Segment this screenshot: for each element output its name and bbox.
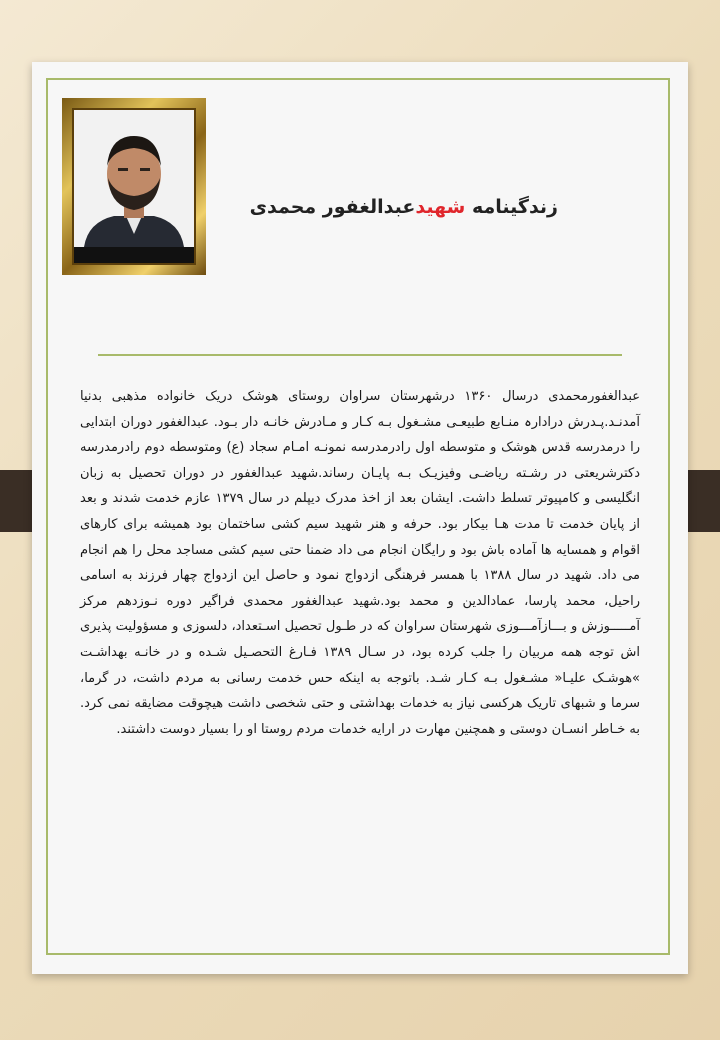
page-title	[228, 196, 558, 218]
biography-text: عبدالغفورمحمدی درسال ۱۳۶۰ درشهرستان سراوان روستای هوشک دریک خانواده مذهبی بدنیا آمدنـد.پـدرش درادارہ منـابع طبیعـی مشـغول بـه کـار و مـادرش خانـه دار بـود. عبدالغفور دوران ابتدایی را درمدرسه قدس هوشک و متوسطه اول رادرمدرسه نمونـه امـام سجاد (ع) ومتوسطه دوم رادرمدرسه دکترشریعتی در رشـته ریاضـی وفیزیـک بـه پایـان رساند.شهید عبدالغفور در دوران تحصیل به زبان انگلیسی و کامپیوتر تسلط داشت. ایشان بعد از اخذ مدرک دیپلم در سال ۱۳۷۹ عازم خدمت شدند و بعد از پایان خدمت تا مدت هـا بیکار بود. حرفه و هنر شهید سیم کشی ساختمان بود همیشه برای کارهای اقوام و همسایه ها آماده باش بود و رایگان انجام می داد ضمنا حتی سیم کشی مساجد محل را هم انجام می داد. شهید در سال ۱۳۸۸ با همسر فرهنگی ازدواج نمود و حاصل این ازدواج چهار فرزند به اسامی راحیل، محمد پارسا، عمادالدین و محمد بود.شهید عبدالغفور محمدی فراگیر دوره نـوزدهم مرکز آمـــــوزش و بـــازآمـــوزی شهرستان سراوان که در طـول تحصیل اسـتعداد، دلسوزی و مسؤولیت پذیری اش توجه همه مربیان را جلب کرده بود، در سـال ۱۳۸۹ فـارغ التحصـیل شـده و در خانـه بهداشـت »هوشـک علیـا« مشـغول بـه کـار شـد. باتوجه به اینکه حس خدمت رسانی به مردم داشت، در گرما، سرما و شبهای تاریک هرکسی نیاز به خدمات بهداشتی و حتی شخصی داشت هیچوقت مضایقه نمی کرد. به خـاطر انسـان دوستی و همچنین مهارت در ارایه خدمات مردم روستا او را بسیار دوست داشتند.	[80, 389, 641, 737]
person-portrait-icon	[74, 110, 194, 263]
title-prefix: زندگینامه	[471, 196, 558, 218]
biography-page	[32, 62, 688, 974]
title-accent: شهید	[415, 196, 466, 218]
title-name: عبدالغفور محمدی	[249, 196, 416, 218]
portrait-photo	[72, 108, 196, 265]
portrait-frame	[62, 98, 206, 275]
title-divider	[98, 354, 622, 356]
